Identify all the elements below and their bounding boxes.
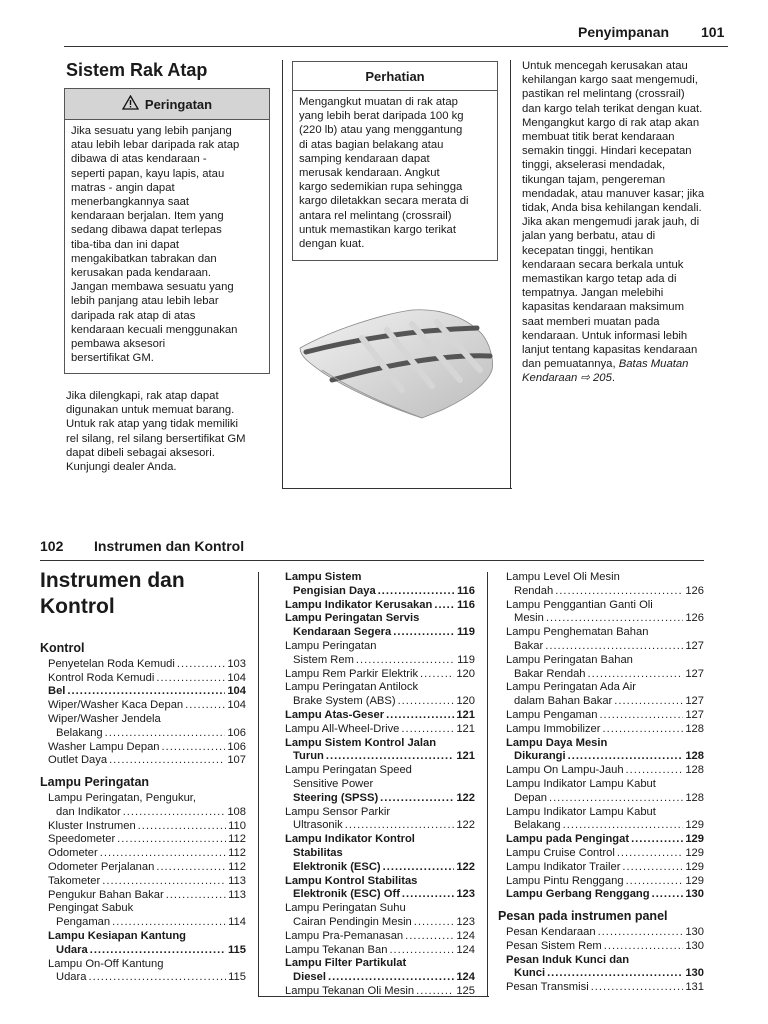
- toc-entry[interactable]: [40, 833, 246, 847]
- toc-entry[interactable]: [498, 585, 704, 599]
- toc-entry[interactable]: [498, 967, 704, 981]
- toc-dot-leader: [546, 612, 683, 626]
- warning-text: Jika sesuatu yang lebih panjang atau lebih lebar daripada rak atap dibawa di atas kendaraan - seperti papan, kayu lapis, atau matras - angin dapat menerbangkannya saat kendaraan berjalan. Item yang sedang dibawa dapat terlepas tiba-tiba dan ini dapat mengakibatkan tabrakan dan kerusakan pada kendaraan. Jangan membawa sesuatu yang lebih panjang atau lebih lebar daripada rak atap di atas kendaraan kecuali menggunakan pembawa aksesori bersertifikat GM.: [71, 125, 240, 365]
- page-header-section: Penyimpanan: [578, 24, 670, 40]
- toc-page-number: 114: [228, 916, 246, 929]
- right-paragraph-text: Untuk mencegah kerusakan atau kehilangan kargo saat mengemudi, pastikan rel melintang (crossrail) dan kargo telah terikat dengan kuat. Mengangkut kargo di rak atap akan membuat titik berat kendaraan semakin tinggi. Hindari kecepatan tinggi, akselerasi mendadak, tikungan tajam, pengereman mendadak, atau manuver kasar; jika tidak, Anda bisa kehilangan kendali. Jika akan mengemudi jarak jauh, di jalan yang berbatu, atau di kecepatan tinggi, hentikan kendaraan secara berkala untuk memastikan kargo tetap ada di tempatnya. Jangan melebihi kapasitas kendaraan maksimum saat memberi muatan pada kendaraan. Untuk informasi lebih lanjut tentang kapasitas kendaraan dan pemuatannya,: [522, 60, 705, 371]
- toc-dot-leader: [356, 654, 455, 668]
- toc-entry[interactable]: [40, 672, 246, 686]
- toc-entry-line[interactable]: Lampu Peringatan Antilock: [285, 681, 419, 694]
- toc-page-number: 127: [685, 639, 704, 652]
- toc-page-number: 125: [456, 984, 475, 997]
- toc-dot-leader: [67, 685, 225, 699]
- toc-page-number: 121: [456, 708, 475, 721]
- toc-page-number: 107: [227, 754, 246, 767]
- toc-page-number: 127: [685, 667, 704, 680]
- toc-page-number: 129: [685, 874, 704, 887]
- toc-page-number: 122: [456, 860, 475, 873]
- page-bottom-rule: [282, 488, 512, 489]
- toc-page-number: 112: [228, 860, 246, 873]
- page-header-section: Instrumen dan Kontrol: [94, 538, 245, 554]
- toc-entry-line[interactable]: Lampu On-Off Kantung: [48, 957, 164, 970]
- toc-page-number: 130: [685, 967, 704, 980]
- column-divider: [282, 60, 283, 488]
- toc-entry-title: Elektronik (ESC) Off: [293, 888, 400, 901]
- toc-page-number: 119: [457, 653, 475, 666]
- toc-dot-leader: [420, 668, 454, 682]
- toc-dot-leader: [102, 875, 226, 889]
- toc-column-3: [498, 571, 704, 995]
- toc-entry-title: Lampu Pra-Pemanasan: [285, 929, 404, 942]
- toc-dot-leader: [405, 930, 454, 944]
- toc-page-number: 110: [228, 819, 246, 832]
- toc-section-heading: Lampu Peringatan: [40, 775, 150, 790]
- toc-dot-leader: [112, 916, 226, 930]
- toc-dot-leader: [123, 806, 226, 820]
- toc-entry-line[interactable]: Pesan Induk Kunci dan: [506, 953, 630, 966]
- toc-page-number: 120: [456, 695, 475, 708]
- toc-entry-title: Bakar Rendah: [514, 667, 586, 680]
- toc-entry[interactable]: [277, 626, 475, 640]
- column-divider: [487, 572, 488, 996]
- toc-page-number: 131: [685, 981, 704, 994]
- toc-entry-line[interactable]: Lampu Penghematan Bahan: [506, 626, 649, 639]
- toc-dot-leader: [563, 819, 684, 833]
- toc-dot-leader: [326, 750, 454, 764]
- toc-dot-leader: [598, 926, 684, 940]
- toc-page-number: 123: [456, 915, 475, 928]
- toc-dot-leader: [100, 847, 226, 861]
- toc-entry-title: dalam Bahan Bakar: [514, 695, 613, 708]
- toc-entry-title: Kluster Instrumen: [48, 819, 136, 832]
- toc-entry-title: Belakang: [56, 726, 103, 739]
- toc-entry[interactable]: [277, 750, 475, 764]
- toc-entry-title: Kendaraan Segera: [293, 626, 392, 639]
- toc-entry[interactable]: [277, 792, 475, 806]
- toc-page-number: 113: [228, 874, 246, 887]
- toc-dot-leader: [617, 847, 684, 861]
- toc-entry-line[interactable]: Lampu Daya Mesin: [506, 736, 608, 749]
- cross-reference-link[interactable]: Batas Muatan Kendaraan ⇨ 205: [522, 358, 689, 385]
- toc-entry-title: Dikurangi: [514, 750, 566, 763]
- toc-entry-line[interactable]: Lampu Sensor Parkir: [285, 805, 391, 818]
- toc-entry-title: Lampu Immobilizer: [506, 722, 601, 735]
- toc-section-heading: Pesan pada instrumen panel: [498, 909, 668, 924]
- toc-entry[interactable]: [40, 875, 246, 889]
- toc-entry-title: Lampu Pengaman: [506, 708, 598, 721]
- toc-entry-title: Lampu Rem Parkir Elektrik: [285, 667, 419, 680]
- header-rule: [64, 46, 728, 47]
- toc-entry-line[interactable]: Stabilitas: [293, 846, 343, 859]
- toc-page-number: 124: [456, 943, 475, 956]
- toc-entry-line[interactable]: Lampu Sistem Kontrol Jalan: [285, 736, 437, 749]
- toc-entry[interactable]: [277, 861, 475, 875]
- caution-text: Mengangkut muatan di rak atap yang lebih berat daripada 100 kg (220 lb) atau yang menggantung di atas bagian belakang atau samping kendaraan dapat merusak kendaraan. Angkut kargo sedemikian rupa sehingga kargo diletakkan secara merata di antara rel melintang (crossrail) untuk memastikan kargo terikat dengan kuat.: [299, 96, 469, 251]
- body-paragraph: Jika dilengkapi, rak atap dapat digunakan untuk memuat barang. Untuk rak atap yang tidak memiliki rel silang, rel silang bersertifikat GM dapat dibeli sebagai aksesori. Kunjungi dealer Anda.: [66, 390, 246, 474]
- toc-entry-title: Takometer: [48, 874, 101, 887]
- toc-page-number: 127: [685, 695, 704, 708]
- toc-page-number: 115: [228, 971, 246, 984]
- toc-entry[interactable]: [498, 981, 704, 995]
- toc-entry[interactable]: [498, 888, 704, 902]
- toc-entry-title: Steering (SPSS): [293, 791, 379, 804]
- toc-dot-leader: [156, 672, 225, 686]
- toc-dot-leader: [434, 599, 455, 613]
- toc-page-number: 124: [456, 929, 475, 942]
- toc-page-number: 112: [228, 847, 246, 860]
- toc-page-number: 106: [227, 726, 246, 739]
- toc-entry-title: Kontrol Roda Kemudi: [48, 671, 155, 684]
- toc-entry[interactable]: [277, 819, 475, 833]
- toc-entry[interactable]: [40, 658, 246, 672]
- toc-entry-title: Pengisian Daya: [293, 584, 376, 597]
- toc-dot-leader: [603, 723, 684, 737]
- toc-entry[interactable]: [498, 723, 704, 737]
- toc-entry-line[interactable]: Lampu Level Oli Mesin: [506, 571, 620, 583]
- toc-page-number: 113: [228, 888, 246, 901]
- toc-dot-leader: [604, 940, 684, 954]
- toc-entry-line[interactable]: Wiper/Washer Jendela: [48, 712, 161, 725]
- toc-dot-leader: [88, 971, 226, 985]
- toc-entry[interactable]: [40, 685, 246, 699]
- toc-entry-title: Lampu Tekanan Ban: [285, 943, 388, 956]
- toc-page-number: 104: [227, 699, 246, 712]
- toc-dot-leader: [545, 640, 683, 654]
- toc-dot-leader: [398, 695, 455, 709]
- toc-entry-title: Pesan Kendaraan: [506, 925, 596, 938]
- toc-entry-title: Lampu Atas-Geser: [285, 708, 385, 721]
- toc-page-number: 122: [456, 819, 475, 832]
- toc-dot-leader: [416, 985, 454, 999]
- toc-dot-leader: [380, 792, 454, 806]
- toc-entry-title: Pesan Sistem Rem: [506, 939, 602, 952]
- toc-entry[interactable]: [498, 695, 704, 709]
- toc-entry[interactable]: [277, 585, 475, 599]
- toc-dot-leader: [414, 916, 455, 930]
- toc-entry-title: Bakar: [514, 639, 544, 652]
- toc-entry-line[interactable]: Lampu Kesiapan Kantung: [48, 929, 186, 942]
- toc-entry[interactable]: [40, 944, 246, 958]
- toc-entry[interactable]: [498, 861, 704, 875]
- toc-dot-leader: [626, 875, 684, 889]
- toc-page-number: 129: [685, 860, 704, 873]
- toc-entry-title: Speedometer: [48, 833, 116, 846]
- toc-entry-line[interactable]: Lampu Sistem: [285, 571, 362, 583]
- toc-dot-leader: [631, 833, 683, 847]
- toc-page-number: 126: [685, 612, 704, 625]
- roof-rack-illustration: [292, 300, 498, 420]
- toc-dot-leader: [588, 668, 684, 682]
- section-title: Sistem Rak Atap: [66, 60, 208, 80]
- toc-entry[interactable]: [277, 985, 475, 999]
- toc-entry-title: Odometer: [48, 847, 98, 860]
- toc-entry[interactable]: [498, 819, 704, 833]
- right-paragraph: [522, 59, 732, 386]
- toc-page-number: 116: [456, 584, 475, 597]
- toc-entry-title: Lampu All-Wheel-Drive: [285, 722, 400, 735]
- toc-entry-title: Belakang: [514, 819, 561, 832]
- toc-dot-leader: [389, 944, 454, 958]
- toc-dot-leader: [614, 695, 683, 709]
- toc-entry-title: Ultrasonik: [293, 819, 343, 832]
- toc-entry[interactable]: [498, 926, 704, 940]
- toc-dot-leader: [626, 764, 684, 778]
- toc-page-number: 127: [685, 708, 704, 721]
- toc-dot-leader: [622, 861, 683, 875]
- toc-dot-leader: [109, 754, 225, 768]
- toc-dot-leader: [547, 967, 683, 981]
- toc-page-number: 129: [685, 846, 704, 859]
- toc-entry-title: Elektronik (ESC): [293, 860, 381, 873]
- toc-entry-line[interactable]: Lampu Peringatan Servis: [285, 612, 420, 625]
- warning-heading: [65, 89, 269, 120]
- toc-page-number: 128: [685, 764, 704, 777]
- toc-entry[interactable]: [277, 723, 475, 737]
- toc-entry-line[interactable]: Lampu Indikator Kontrol: [285, 833, 415, 846]
- toc-entry[interactable]: [498, 875, 704, 889]
- column-divider: [258, 572, 259, 996]
- toc-dot-leader: [185, 699, 225, 713]
- toc-page-number: 116: [456, 598, 475, 611]
- toc-entry-title: Lampu Tekanan Oli Mesin: [285, 984, 415, 997]
- toc-page-number: 122: [456, 791, 475, 804]
- toc-entry[interactable]: [277, 888, 475, 902]
- toc-page-number: 106: [227, 740, 246, 753]
- toc-entry[interactable]: [40, 916, 246, 930]
- toc-page-number: 124: [456, 971, 475, 984]
- toc-entry-title: Udara: [56, 943, 88, 956]
- toc-entry[interactable]: [40, 861, 246, 875]
- toc-entry-title: Pesan Transmisi: [506, 981, 589, 994]
- toc-entry-title: Penyetelan Roda Kemudi: [48, 657, 175, 670]
- toc-entry[interactable]: [40, 741, 246, 755]
- toc-entry-title: Sistem Rem: [293, 653, 354, 666]
- toc-entry-title: Wiper/Washer Kaca Depan: [48, 699, 184, 712]
- toc-entry-title: Rendah: [514, 584, 554, 597]
- toc-entry[interactable]: [498, 940, 704, 954]
- toc-entry-line[interactable]: Lampu Peringatan: [285, 639, 377, 652]
- toc-entry[interactable]: [277, 971, 475, 985]
- toc-page-number: 121: [456, 722, 475, 735]
- toc-dot-leader: [555, 585, 683, 599]
- toc-entry-title: Brake System (ABS): [293, 695, 396, 708]
- toc-entry[interactable]: [498, 764, 704, 778]
- warning-triangle-icon: [122, 95, 139, 113]
- toc-entry[interactable]: [40, 847, 246, 861]
- toc-entry[interactable]: [40, 820, 246, 834]
- toc-entry-title: Pengukur Bahan Bakar: [48, 888, 164, 901]
- toc-dot-leader: [166, 889, 226, 903]
- toc-entry[interactable]: [498, 640, 704, 654]
- toc-entry-title: Mesin: [514, 612, 544, 625]
- toc-entry[interactable]: [498, 612, 704, 626]
- toc-entry-line[interactable]: Lampu Peringatan Speed: [285, 764, 412, 777]
- toc-page-number: 108: [227, 805, 246, 818]
- column-divider: [510, 60, 511, 488]
- toc-entry[interactable]: [498, 847, 704, 861]
- toc-entry-line[interactable]: Lampu Peringatan Suhu: [285, 902, 406, 915]
- toc-page-number: 128: [685, 791, 704, 804]
- toc-entry[interactable]: [277, 944, 475, 958]
- toc-dot-leader: [591, 981, 684, 995]
- toc-entry-title: Pengaman: [56, 916, 111, 929]
- toc-entry[interactable]: [498, 750, 704, 764]
- toc-entry-title: Outlet Daya: [48, 754, 108, 767]
- toc-dot-leader: [117, 833, 226, 847]
- toc-entry-title: Turun: [293, 750, 324, 763]
- toc-page-number: 104: [227, 685, 246, 698]
- chapter-title: Instrumen dan Kontrol: [40, 569, 185, 618]
- toc-dot-leader: [383, 861, 455, 875]
- toc-entry-line[interactable]: Lampu Peringatan Ada Air: [506, 681, 636, 694]
- toc-entry-title: Lampu pada Pengingat: [506, 833, 630, 846]
- toc-page-number: 112: [228, 833, 246, 846]
- toc-dot-leader: [599, 709, 683, 723]
- page-number: 102: [40, 538, 64, 554]
- toc-entry[interactable]: [277, 916, 475, 930]
- toc-page-number: 126: [685, 584, 704, 597]
- toc-dot-leader: [402, 888, 454, 902]
- toc-entry-title: Odometer Perjalanan: [48, 860, 155, 873]
- toc-entry[interactable]: [40, 971, 246, 985]
- toc-entry-title: Washer Lampu Depan: [48, 740, 160, 753]
- toc-entry-title: Depan: [514, 791, 547, 804]
- toc-dot-leader: [568, 750, 684, 764]
- toc-column-1: [40, 642, 246, 985]
- toc-entry[interactable]: [277, 599, 475, 613]
- toc-entry-line[interactable]: Lampu Filter Partikulat: [285, 957, 407, 970]
- toc-entry-title: Udara: [56, 971, 87, 984]
- toc-page-number: 121: [456, 750, 475, 763]
- toc-dot-leader: [105, 727, 226, 741]
- toc-dot-leader: [378, 585, 455, 599]
- toc-entry-line[interactable]: Sensitive Power: [293, 777, 374, 790]
- toc-entry-title: Bel: [48, 685, 66, 698]
- toc-column-2: [277, 571, 475, 999]
- toc-entry[interactable]: [40, 727, 246, 741]
- page-number: 101: [701, 24, 725, 40]
- toc-entry[interactable]: [40, 889, 246, 903]
- toc-entry[interactable]: [277, 654, 475, 668]
- toc-entry-title: Diesel: [293, 971, 326, 984]
- toc-page-number: 130: [685, 925, 704, 938]
- toc-entry-title: dan Indikator: [56, 805, 121, 818]
- toc-page-number: 103: [227, 657, 246, 670]
- toc-page-number: 129: [685, 819, 704, 832]
- toc-dot-leader: [138, 820, 226, 834]
- toc-dot-leader: [401, 723, 454, 737]
- toc-dot-leader: [90, 944, 226, 958]
- caution-heading: Perhatian: [293, 62, 497, 91]
- toc-entry[interactable]: [277, 709, 475, 723]
- toc-entry-title: Lampu Indikator Trailer: [506, 860, 621, 873]
- toc-entry[interactable]: [498, 709, 704, 723]
- toc-dot-leader: [393, 626, 455, 640]
- toc-page-number: 128: [685, 750, 704, 763]
- toc-dot-leader: [386, 709, 454, 723]
- toc-entry-title: Lampu Pintu Renggang: [506, 874, 624, 887]
- toc-entry-line[interactable]: Lampu Indikator Lampu Kabut: [506, 777, 656, 790]
- toc-dot-leader: [162, 741, 226, 755]
- toc-entry[interactable]: [498, 792, 704, 806]
- toc-page-number: 130: [685, 939, 704, 952]
- toc-entry[interactable]: [498, 833, 704, 847]
- toc-dot-leader: [549, 792, 683, 806]
- toc-section-heading: Kontrol: [40, 641, 85, 655]
- toc-dot-leader: [328, 971, 454, 985]
- toc-page-number: 104: [227, 671, 246, 684]
- toc-entry-title: Lampu Indikator Kerusakan: [285, 598, 433, 611]
- toc-page-number: 130: [685, 888, 704, 901]
- warning-heading-text: Peringatan: [144, 96, 213, 112]
- toc-page-number: 120: [456, 667, 475, 680]
- toc-entry[interactable]: [277, 930, 475, 944]
- toc-entry-title: Lampu On Lampu-Jauh: [506, 764, 624, 777]
- toc-entry[interactable]: [277, 668, 475, 682]
- toc-page-number: 115: [227, 943, 246, 956]
- toc-entry-line[interactable]: Pengingat Sabuk: [48, 902, 134, 915]
- toc-entry-line[interactable]: Lampu Penggantian Ganti Oli: [506, 598, 653, 611]
- toc-page-number: 119: [456, 626, 475, 639]
- toc-page-number: 128: [685, 722, 704, 735]
- right-paragraph-end: .: [611, 372, 616, 385]
- toc-entry-line[interactable]: Lampu Kontrol Stabilitas: [285, 874, 418, 887]
- caution-box: [292, 61, 498, 261]
- toc-dot-leader: [652, 888, 684, 902]
- toc-entry-line[interactable]: Lampu Indikator Lampu Kabut: [506, 805, 656, 818]
- toc-entry-title: Cairan Pendingin Mesin: [293, 915, 412, 928]
- toc-page-number: 129: [685, 833, 704, 846]
- toc-entry-line[interactable]: Lampu Peringatan Bahan: [506, 653, 633, 666]
- toc-entry-title: Kunci: [514, 967, 546, 980]
- header-rule: [40, 560, 704, 561]
- toc-entry-title: Lampu Cruise Control: [506, 846, 615, 859]
- toc-entry[interactable]: [40, 699, 246, 713]
- toc-dot-leader: [156, 861, 226, 875]
- toc-entry-title: Lampu Gerbang Renggang: [506, 888, 650, 901]
- toc-entry[interactable]: [40, 806, 246, 820]
- toc-entry[interactable]: [40, 754, 246, 768]
- toc-entry[interactable]: [498, 668, 704, 682]
- warning-box: [64, 88, 270, 374]
- toc-dot-leader: [345, 819, 455, 833]
- toc-entry-line[interactable]: Lampu Peringatan, Pengukur,: [48, 791, 197, 804]
- toc-entry[interactable]: [277, 695, 475, 709]
- toc-dot-leader: [177, 658, 225, 672]
- toc-page-number: 123: [456, 888, 475, 901]
